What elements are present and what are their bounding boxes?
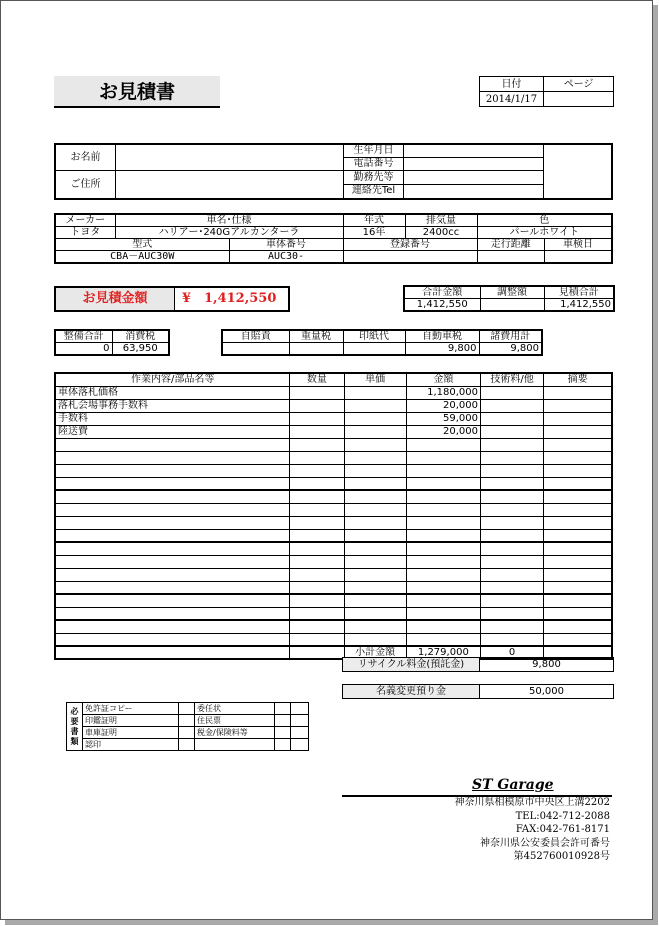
item-name[interactable]: 車体落札価格	[55, 386, 290, 399]
work-header-amount: 金額	[406, 373, 480, 386]
date-page-table	[479, 76, 614, 107]
work-header-tech: 技術料/他	[481, 373, 544, 386]
doc-license-copy: 免許証コピー	[83, 703, 179, 715]
chassis-value[interactable]: AUC30-	[229, 251, 343, 264]
stamp-fee-value[interactable]	[343, 343, 405, 356]
table-row	[55, 425, 612, 438]
work-header-item: 作業内容/部品名等	[55, 373, 290, 386]
type-value[interactable]: CBA－AUC30W	[55, 251, 229, 264]
company-license: 神奈川県公安委員会許可番号	[480, 838, 610, 849]
item-amount[interactable]: 20,000	[406, 399, 480, 412]
consumption-tax-label: 消費税	[112, 330, 169, 343]
color-value[interactable]: パールホワイト	[477, 227, 612, 239]
company-name: ST Garage	[472, 777, 554, 793]
recycle-fee-table	[342, 657, 614, 672]
required-docs-label: 必要書類	[67, 703, 83, 751]
subtotal-amount: 1,279,000	[406, 646, 480, 659]
item-tech[interactable]	[481, 386, 544, 399]
date-value[interactable]: 2014/1/17	[480, 92, 544, 107]
table-row	[55, 490, 612, 503]
subtotal-label: 小計金額	[344, 646, 406, 659]
table-row	[55, 399, 612, 412]
displacement-label: 排気量	[405, 214, 477, 227]
item-name[interactable]: 落札会場事務手数料	[55, 399, 290, 412]
doc-seal: 認印	[83, 739, 179, 751]
item-tech[interactable]	[481, 412, 544, 425]
maker-value[interactable]: トヨタ	[55, 227, 115, 239]
checkbox[interactable]	[275, 715, 291, 727]
misc-total-label: 諸費用計	[479, 330, 542, 343]
mileage-value[interactable]	[477, 251, 545, 264]
item-name[interactable]: 手数料	[55, 412, 290, 425]
table-row	[55, 568, 612, 581]
item-unit[interactable]	[344, 412, 406, 425]
checkbox[interactable]	[179, 739, 195, 751]
maintenance-table	[54, 329, 170, 356]
name-label: お名前	[56, 145, 116, 171]
item-unit[interactable]	[344, 386, 406, 399]
item-note[interactable]	[544, 425, 612, 438]
recycle-fee-label: リサイクル料金(預託金)	[343, 658, 480, 672]
address-label: ご住所	[56, 171, 116, 198]
birthdate-field[interactable]	[404, 145, 544, 158]
doc-tax-insurance: 税金/保険料等	[195, 727, 275, 739]
company-fax: FAX:042-761-8171	[515, 824, 610, 835]
maker-label: メーカー	[55, 214, 115, 227]
workplace-label: 勤務先等	[344, 171, 404, 185]
inspection-value[interactable]	[545, 251, 613, 264]
item-unit[interactable]	[344, 425, 406, 438]
registration-label: 登録番号	[343, 239, 477, 251]
checkbox[interactable]	[179, 727, 195, 739]
doc-resident-record: 住民票	[195, 715, 275, 727]
checkbox[interactable]	[275, 703, 291, 715]
color-label: 色	[477, 214, 612, 227]
estimate-total-label: 見積合計	[544, 286, 614, 299]
contact-tel-label: 連絡先Tel	[344, 185, 404, 198]
table-row	[55, 438, 612, 451]
item-name[interactable]: 陸送費	[55, 425, 290, 438]
work-header-qty: 数量	[290, 373, 344, 386]
item-note[interactable]	[544, 399, 612, 412]
total-value[interactable]: 1,412,550	[404, 299, 480, 312]
page-value[interactable]	[544, 92, 614, 107]
adjustment-value[interactable]	[480, 299, 544, 312]
item-qty[interactable]	[290, 399, 344, 412]
item-tech[interactable]	[481, 399, 544, 412]
table-row	[55, 555, 612, 568]
address-field[interactable]	[116, 171, 344, 198]
item-tech[interactable]	[481, 425, 544, 438]
model-label: 車名･仕様	[115, 214, 343, 227]
table-row	[55, 451, 612, 464]
doc-seal-certificate: 印鑑証明	[83, 715, 179, 727]
maintenance-total-value[interactable]: 0	[55, 343, 112, 356]
maintenance-total-label: 整備合計	[55, 330, 112, 343]
work-header-unit-price: 単価	[344, 373, 406, 386]
work-header-note: 摘要	[544, 373, 612, 386]
mileage-label: 走行距離	[477, 239, 545, 251]
year-value[interactable]: 16年	[343, 227, 405, 239]
chassis-label: 車体番号	[229, 239, 343, 251]
table-row	[55, 386, 612, 399]
item-amount[interactable]: 20,000	[406, 425, 480, 438]
page-title: お見積書	[54, 76, 220, 108]
item-qty[interactable]	[290, 425, 344, 438]
misc-total-value[interactable]: 9,800	[479, 343, 542, 356]
table-row	[55, 477, 612, 490]
type-label: 型式	[55, 239, 229, 251]
work-items-table	[54, 372, 613, 660]
inspection-label: 車検日	[545, 239, 613, 251]
table-row	[55, 620, 612, 633]
company-address: 神奈川県相模原市中央区上溝2202	[454, 797, 610, 808]
summary-table	[403, 285, 615, 312]
checkbox[interactable]	[179, 703, 195, 715]
auto-tax-value[interactable]: 9,800	[405, 343, 479, 356]
consumption-tax-value[interactable]: 63,950	[112, 343, 169, 356]
date-label: 日付	[480, 77, 544, 92]
item-qty[interactable]	[290, 412, 344, 425]
model-value[interactable]: ハリアー･240Gアルカンターラ	[115, 227, 343, 239]
transfer-deposit-label: 名義変更預り金	[343, 685, 480, 699]
transfer-deposit-table	[342, 684, 614, 699]
estimate-amount-box	[54, 286, 290, 312]
subtotal-tech: 0	[481, 646, 544, 659]
page-label: ページ	[544, 77, 614, 92]
table-row	[55, 542, 612, 555]
table-row	[55, 607, 612, 620]
table-row	[55, 503, 612, 516]
statutory-fees-table	[221, 329, 543, 356]
item-amount[interactable]: 1,180,000	[406, 386, 480, 399]
transfer-deposit-value[interactable]: 50,000	[480, 685, 614, 699]
phone-label: 電話番号	[344, 158, 404, 171]
name-field[interactable]	[116, 145, 344, 171]
adjustment-label: 調整額	[480, 286, 544, 299]
recycle-fee-value[interactable]: 9,800	[480, 658, 614, 672]
table-row	[55, 412, 612, 425]
item-qty[interactable]	[290, 386, 344, 399]
item-note[interactable]	[544, 386, 612, 399]
table-row	[55, 594, 612, 607]
phone-field[interactable]	[404, 158, 544, 171]
weight-tax-value[interactable]	[289, 343, 343, 356]
estimate-value: 1,412,550	[204, 291, 277, 306]
estimate-total-value[interactable]: 1,412,550	[544, 299, 614, 312]
doc-power-of-attorney: 委任状	[195, 703, 275, 715]
company-tel: TEL:042-712-2088	[515, 811, 610, 822]
displacement-value[interactable]: 2400cc	[405, 227, 477, 239]
required-docs-table	[66, 702, 309, 751]
doc-garage-certificate: 車庫証明	[83, 727, 179, 739]
vehicle-table	[54, 213, 613, 264]
estimate-label: お見積金額	[56, 288, 175, 310]
customer-box	[54, 143, 613, 200]
item-unit[interactable]	[344, 399, 406, 412]
liability-insurance-label: 自賠責	[222, 330, 289, 343]
table-row	[55, 633, 612, 646]
birthdate-label: 生年月日	[344, 145, 404, 158]
year-label: 年式	[343, 214, 405, 227]
item-amount[interactable]: 59,000	[406, 412, 480, 425]
registration-value[interactable]	[343, 251, 477, 264]
checkbox[interactable]	[179, 715, 195, 727]
table-row	[55, 464, 612, 477]
item-note[interactable]	[544, 412, 612, 425]
table-row	[55, 529, 612, 542]
table-row	[55, 516, 612, 529]
stamp-fee-label: 印紙代	[343, 330, 405, 343]
company-license-number: 第452760010928号	[513, 851, 610, 862]
workplace-field[interactable]	[404, 171, 544, 185]
liability-insurance-value[interactable]	[222, 343, 289, 356]
checkbox[interactable]	[275, 727, 291, 739]
contact-tel-field[interactable]	[404, 185, 544, 198]
auto-tax-label: 自動車税	[405, 330, 479, 343]
yen-sign: ¥	[182, 291, 192, 306]
total-label: 合計金額	[404, 286, 480, 299]
weight-tax-label: 重量税	[289, 330, 343, 343]
table-row	[55, 581, 612, 594]
